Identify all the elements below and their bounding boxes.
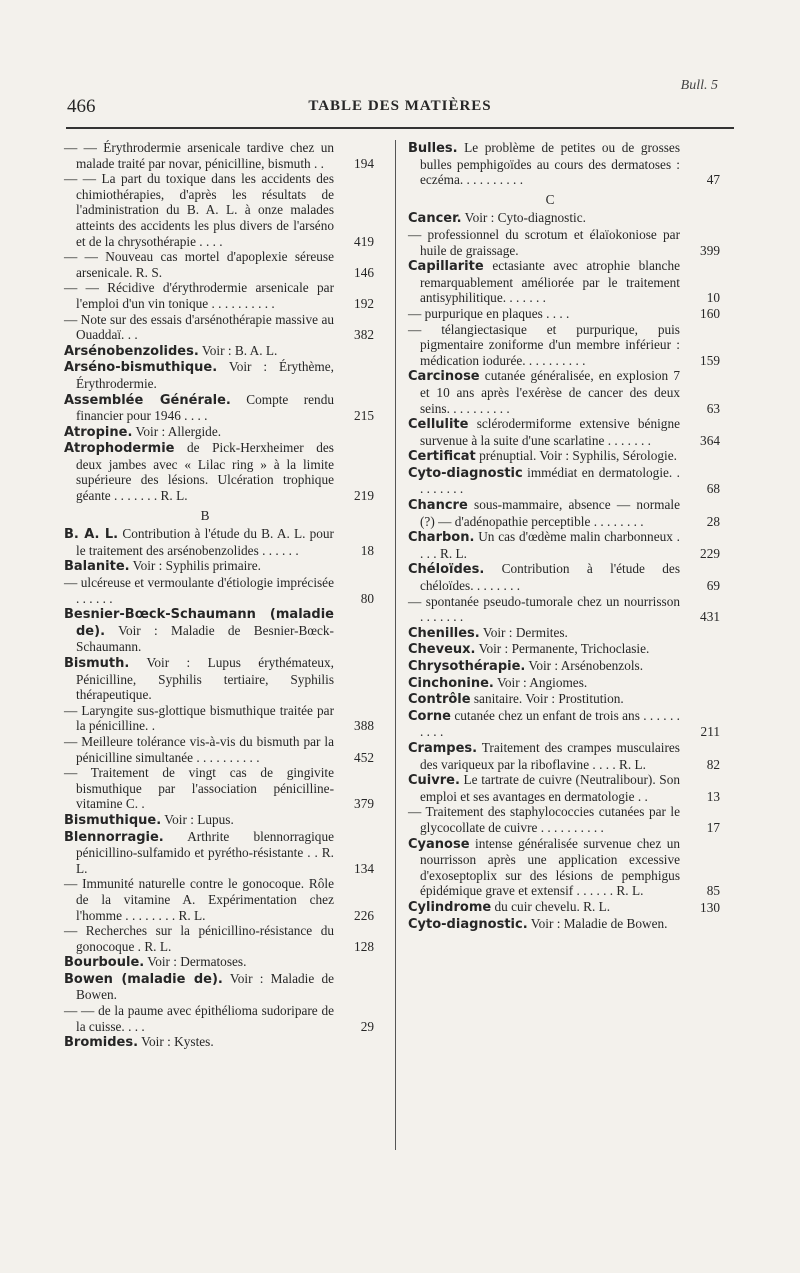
index-entry [408,561,720,593]
entry-text: sclérodermiforme extensive bénigne survenue à la suite d'une scarlatine . . . . . . . [420,416,680,448]
entry-page-number: 452 [354,749,374,765]
index-entry [64,575,374,606]
entry-page-number: 82 [706,756,720,772]
entry-term: Chenilles. [408,625,480,641]
entry-term: Atropine. [64,424,133,440]
entry-page-number: 388 [354,718,374,734]
index-entry [64,829,374,877]
entry-page-number: 194 [354,155,374,171]
entry-term: Chrysothérapie. [408,659,526,674]
entry-text: Voir : Cyto-diagnostic. [461,210,586,226]
entry-term: B. A. L. [64,527,119,543]
entry-text: Voir : Dermatoses. [144,954,247,970]
index-entry [64,424,374,441]
entry-page-number: 379 [354,796,374,812]
entry-text: — Recherches sur la pénicillino-résistance du gonocoque . R. L. [64,923,334,954]
index-entry [64,655,374,703]
index-entry [408,497,720,529]
index-entry [64,876,374,923]
section-letter: B [200,507,210,523]
entry-text: Arthrite blennorragique pénicillino-sulfamido et pyrétho-résistante . . R. L. [76,828,334,876]
entry-page-number: 229 [700,545,720,561]
index-entry [64,312,374,343]
entry-page-number: 13 [706,788,720,804]
index-entry [408,675,720,692]
entry-text: Voir : Allergide. [132,423,222,439]
index-entry [408,916,720,933]
entry-term: Bourboule. [64,955,145,971]
index-entry [64,140,374,171]
entry-text: Voir : Lupus. [161,811,234,827]
entry-text: Compte rendu financier pour 1946 . . . . [76,391,334,424]
entry-text: cutanée chez un enfant de trois ans . . . . . . . . . . [420,707,680,740]
index-entry [64,440,374,503]
entry-text: Voir : B. A. L. [198,342,278,358]
index-entry [408,416,720,448]
entry-page-number: 159 [700,352,720,368]
entry-term: Balanite. [64,559,130,575]
entry-page-number: 18 [360,542,374,558]
index-entry [64,526,374,558]
entry-page-number: 47 [706,172,720,188]
entry-text: de Pick-Herxheimer des deux jambes avec « Lilac ring » à la limite supérieure des lésions. Ulcération trophique géante . . . . . . . R. L. [76,440,334,504]
entry-term: Besnier-Bœck-Schaumann (maladie de). [64,607,334,639]
entry-text: — Traitement des staphylococcies cutanées par le glycocollate de cuivre . . . . . . . . . . [408,804,680,835]
index-entry [408,258,720,306]
entry-page-number: 17 [706,819,720,835]
index-entry [64,923,374,954]
entry-term: Contrôle [408,692,471,708]
index-entry [408,306,720,322]
entry-page-number: 10 [706,290,720,306]
index-entry [408,836,720,899]
entry-term: Atrophodermie [64,441,175,457]
entry-text: — professionnel du scrotum et élaïokoniose par huile de graissage. [408,226,680,258]
index-entry [408,740,720,772]
entry-text: — Traitement de vingt cas de gingivite bismuthique par l'association pénicilline-vitamine C. . [64,765,334,812]
entry-text: — Immunité naturelle contre le gonocoque. Rôle de la vitamine A. Expérimentation chez l'homme . . . . . . . . R. L. [64,876,334,923]
entry-page-number: 215 [354,408,374,424]
entry-term: Cyto-diagnostic. [408,916,528,932]
entry-page-number: 63 [706,400,720,416]
entry-page-number: 160 [700,305,720,321]
index-entry [408,691,720,708]
entry-text: Voir : Arsénobenzols. [525,658,644,673]
entry-term: Cylindrome [408,899,492,915]
index-entry [408,210,720,227]
entry-text: Voir : Angiomes. [493,674,588,690]
entry-term: Cyanose [408,836,470,852]
index-entry [64,280,374,311]
index-entry [64,171,374,249]
entry-page-number: 85 [706,883,720,899]
entry-term: Charbon. [408,530,475,546]
entry-term: Chéloïdes. [408,562,485,578]
index-entry [408,448,720,465]
entry-term: Cyto-diagnostic [408,465,523,481]
entry-term: Corne [408,708,451,724]
entry-term: Cancer. [408,211,462,227]
entry-text: — — La part du toxique dans les accidents des chimiothérapies, d'après les résultats de l'administration du B. A. L. à onze malades atteints des accidents les plus divers de l'arséno et de la chrysothérapie . . . . [64,171,334,249]
entry-term: Blennorragie. [64,829,164,845]
entry-text: Contribution à l'étude des chéloïdes. . . . . . . . [420,561,680,594]
index-entry [408,804,720,835]
entry-term: Carcinose [408,369,480,385]
entry-text: Voir : Syphilis primaire. [129,558,261,574]
entry-text: — — Récidive d'érythrodermie arsenicale par l'emploi d'un vin tonique . . . . . . . . . . [64,280,334,311]
entry-text: — — Érythrodermie arsenicale tardive chez un malade traité par novar, pénicilline, bismuth . . [64,140,334,171]
index-entry [64,1003,374,1034]
entry-page-number: 399 [700,242,720,258]
entry-text: ectasiante avec atrophie blanche remarquablement améliorée par le traitement antisyphilitique. . . . . . . [420,258,680,306]
entry-page-number: 134 [354,860,374,876]
right-column [408,140,720,932]
entry-text: Voir : Kystes. [138,1034,214,1050]
entry-text: Voir : Érythème, Érythrodermie. [76,359,334,391]
entry-text: — Meilleure tolérance vis-à-vis du bismuth par la pénicilline simultanée . . . . . . . . . . [64,733,334,765]
entry-page-number: 68 [706,481,720,497]
entry-text: — — Nouveau cas mortel d'apoplexie séreuse arsenicale. R. S. [64,249,334,280]
entry-term: Arséno-bismuthique. [64,360,218,376]
index-entry [64,249,374,280]
column-divider [395,140,396,1150]
entry-text: — Laryngite sus-glottique bismuthique traitée par la pénicilline. . [64,702,334,734]
index-entry [408,465,720,497]
index-entry [64,734,374,765]
index-entry [408,658,720,675]
index-entry [408,322,720,369]
entry-page-number: 29 [360,1018,374,1034]
entry-term: Arsénobenzolides. [64,343,199,359]
index-entry [64,392,374,424]
entry-page-number: 219 [354,488,374,504]
header-rule [66,127,734,129]
entry-page-number: 192 [354,295,374,311]
entry-term: Bowen (maladie de). [64,971,223,987]
entry-text: — purpurique en plaques . . . . [408,305,570,321]
entry-text: intense généralisée survenue chez un nourrisson après une application excessive d'exoseptoplix sur des lésions de pemphigus épidémique grave et extensif . . . . . . R. L. [420,835,680,899]
index-entry [408,625,720,642]
entry-term: Bulles. [408,141,458,156]
left-column [64,140,374,1051]
index-entry [64,359,374,391]
entry-page-number: 146 [354,264,374,280]
entry-term: Cinchonine. [408,675,494,691]
entry-term: Crampes. [408,740,478,756]
entry-page-number: 128 [354,938,374,954]
entry-text: — — de la paume avec épithélioma sudoripare de la cuisse. . . . [64,1003,334,1034]
entry-term: Bismuth. [64,656,130,671]
entry-page-number: 364 [700,432,720,448]
index-entry [408,140,720,188]
entry-text: Voir : Maladie de Besnier-Bœck-Schaumann. [76,622,334,655]
entry-text: sous-mammaire, absence — normale (?) — d'adénopathie perceptible . . . . . . . . [420,497,680,529]
entry-text: Voir : Maladie de Bowen. [527,915,668,931]
entry-term: Cellulite [408,417,469,433]
entry-page-number: 419 [354,233,374,249]
entry-text: Voir : Lupus érythémateux, Pénicilline, Syphilis tertiaire, Syphilis thérapeutique. [76,655,334,703]
index-entry [408,899,720,916]
entry-text: Un cas d'œdème malin charbonneux . . . . R. L. [420,529,680,561]
entry-term: Bismuthique. [64,812,162,828]
entry-page-number: 211 [700,724,720,740]
index-entry [64,343,374,360]
entry-text: Contribution à l'étude du B. A. L. pour le traitement des arsénobenzolides . . . . . . [76,526,334,558]
index-entry [408,227,720,258]
entry-page-number: 80 [360,590,374,606]
index-entry [64,765,374,812]
index-entry [64,606,374,655]
entry-text: Voir : Dermites. [479,624,568,640]
entry-term: Capillarite [408,259,484,275]
entry-text: sanitaire. Voir : Prostitution. [470,691,624,707]
entry-text: — ulcéreuse et vermoulante d'étiologie imprécisée . . . . . . [64,575,334,606]
section-letter: C [545,191,555,207]
index-entry [408,368,720,416]
entry-term: Chancre [408,498,468,514]
entry-text: du cuir chevelu. R. L. [491,898,611,914]
entry-page-number: 226 [354,907,374,923]
index-entry [64,558,374,575]
index-entry [408,772,720,804]
entry-term: Certificat [408,449,476,465]
entry-text: immédiat en dermatologie. . . . . . . . . [420,464,680,497]
index-entry [408,641,720,658]
entry-text: Traitement des crampes musculaires des variqueux par la riboflavine . . . . R. L. [420,739,680,772]
entry-page-number: 69 [706,578,720,594]
entry-term: Assemblée Générale. [64,392,231,408]
entry-text: Le problème de petites ou de grosses bulles pemphigoïdes au cours des dermatoses : eczéma. . . . . . . . . . [420,140,680,188]
entry-text: — télangiectasique et purpurique, puis pigmentaire zoniforme d'un membre inférieur : médication iodurée. . . . . . . . . . [408,321,680,368]
entry-page-number: 130 [700,899,720,915]
entry-text: Voir : Permanente, Trichoclasie. [475,641,650,657]
entry-term: Cuivre. [408,773,460,789]
entry-page-number: 382 [354,327,374,343]
index-entry [64,954,374,971]
index-entry [408,529,720,561]
entry-term: Cheveux. [408,642,476,658]
entry-page-number: 431 [700,609,720,625]
entry-text: cutanée généralisée, en explosion 7 et 10 ans après l'exérèse de cancer des deux seins. . . . . . . . . . [420,368,680,416]
entry-text: — spontanée pseudo-tumorale chez un nourrisson . . . . . . . [408,593,680,625]
entry-text: prénuptial. Voir : Syphilis, Sérologie. [475,448,677,464]
entry-text: Le tartrate de cuivre (Neutralibour). Son emploi et ses avantages en dermatologie . . [420,772,680,804]
index-entry [64,971,374,1003]
index-entry [64,1034,374,1051]
index-entry [64,812,374,829]
entry-page-number: 28 [706,513,720,529]
page-number: 466 [67,96,96,117]
entry-term: Bromides. [64,1035,139,1051]
entry-text: Voir : Maladie de Bowen. [76,970,334,1003]
journal-reference: Bull. 5 [680,78,718,93]
page-title: TABLE DES MATIÈRES [308,98,492,114]
index-entry [408,708,720,740]
index-entry [64,703,374,734]
entry-text: — Note sur des essais d'arsénothérapie massive au Ouaddaï. . . [64,311,334,343]
index-entry [408,594,720,625]
